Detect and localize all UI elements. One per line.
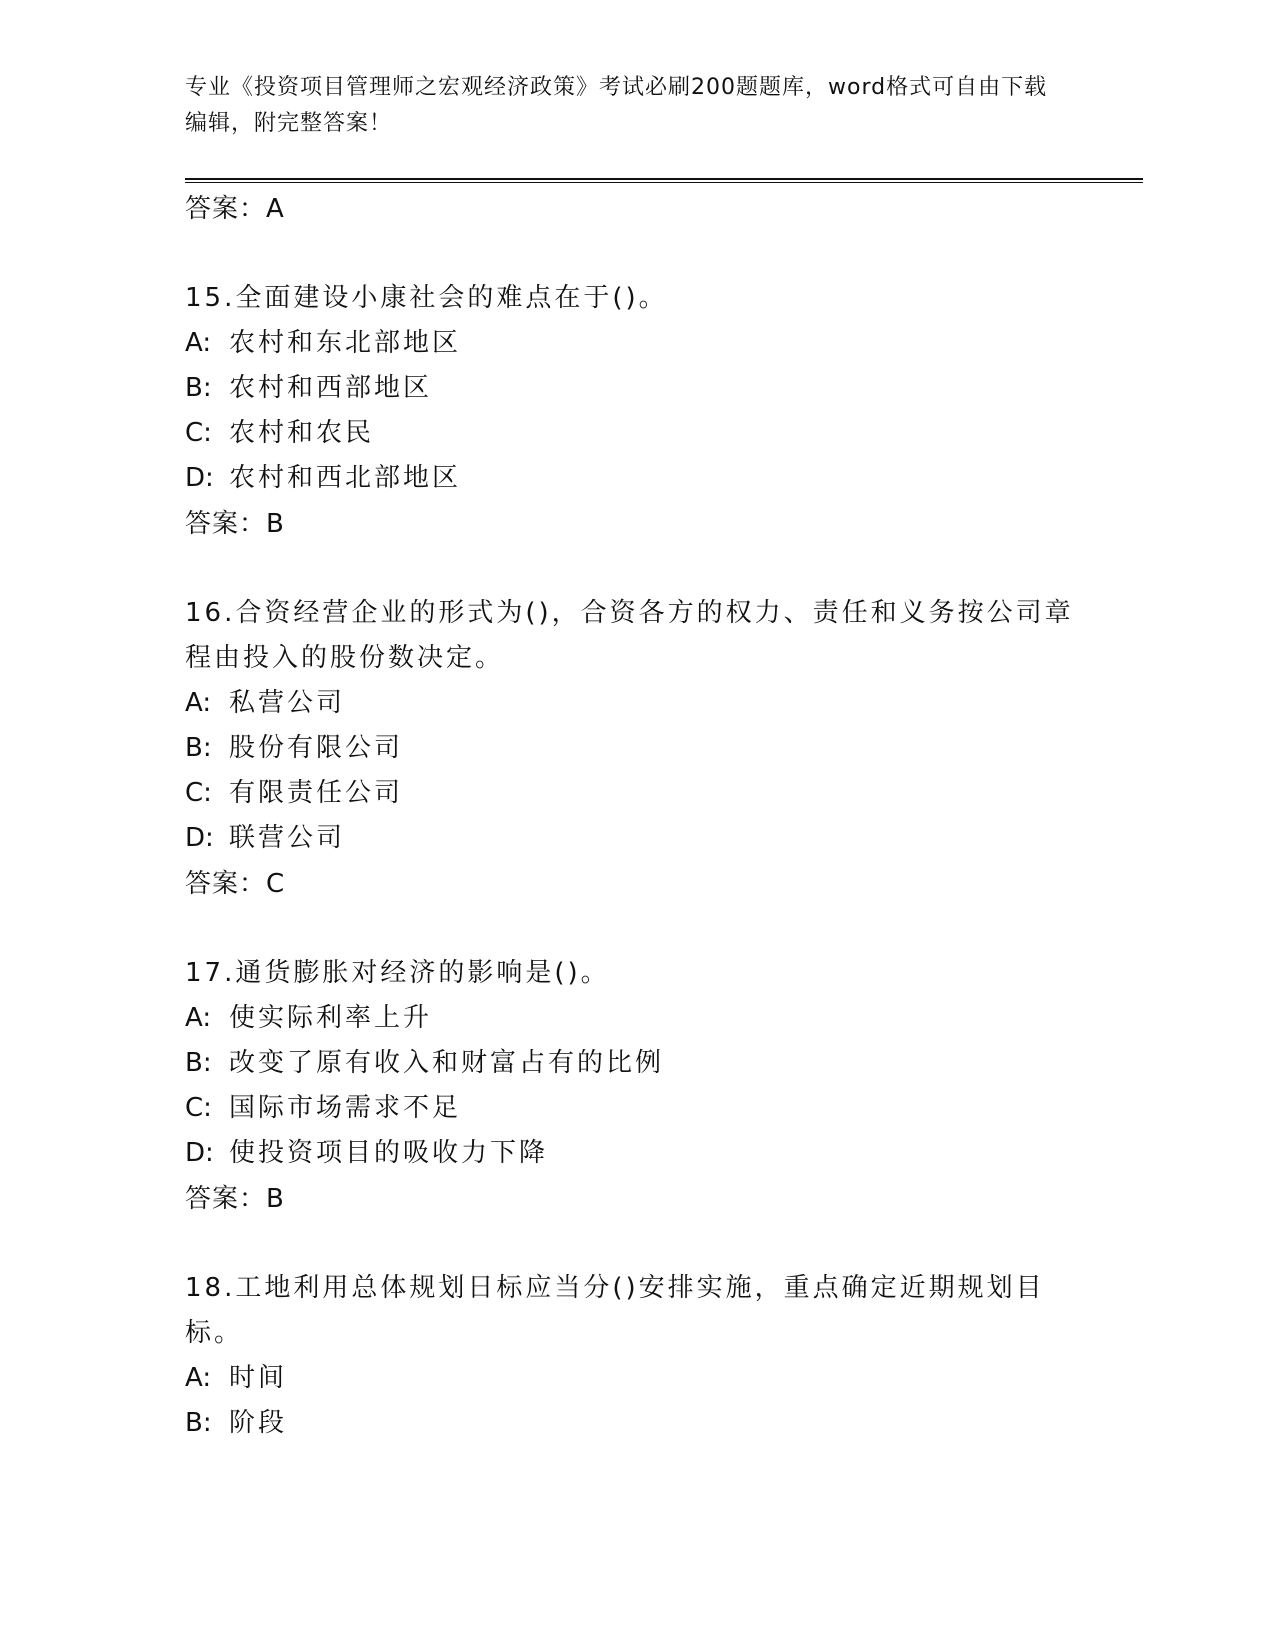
- question-text: 18.工地利用总体规划日标应当分()安排实施，重点确定近期规划目标。: [185, 1273, 1045, 1348]
- option-text: 农村和东北部地区: [229, 328, 462, 358]
- option-key: B:: [185, 1408, 212, 1438]
- question-15: [185, 276, 1085, 547]
- answer-line: 答案：B: [185, 509, 285, 539]
- question-17: [185, 951, 1085, 1222]
- option-text: 使实际利率上升: [229, 1003, 433, 1033]
- option-key: D:: [185, 1138, 214, 1168]
- option-c: [185, 771, 1085, 816]
- option-key: A:: [185, 1363, 212, 1393]
- option-key: C:: [185, 778, 212, 808]
- option-a: [185, 1356, 1085, 1401]
- question-text: 16.合资经营企业的形式为()，合资各方的权力、责任和义务按公司章程由投入的股份数决定。: [185, 598, 1074, 673]
- option-b: [185, 1401, 1085, 1446]
- question-text: 15.全面建设小康社会的难点在于()。: [185, 283, 668, 313]
- option-a: [185, 321, 1085, 366]
- option-text: 私营公司: [229, 688, 346, 718]
- header-divider: [185, 178, 1143, 183]
- option-text: 使投资项目的吸收力下降: [229, 1138, 549, 1168]
- option-text: 国际市场需求不足: [229, 1093, 462, 1123]
- option-key: B:: [185, 1048, 212, 1078]
- option-b: [185, 1041, 1085, 1086]
- option-text: 农村和西部地区: [229, 373, 433, 403]
- option-d: [185, 816, 1085, 861]
- question-16: [185, 591, 1085, 907]
- option-d: [185, 456, 1085, 501]
- option-key: B:: [185, 733, 212, 763]
- option-text: 阶段: [229, 1408, 288, 1438]
- question-text: 17.通货膨胀对经济的影响是()。: [185, 958, 610, 988]
- option-text: 时间: [229, 1363, 288, 1393]
- option-key: D:: [185, 823, 214, 853]
- question-list: [185, 186, 1085, 1446]
- option-text: 股份有限公司: [229, 733, 404, 763]
- option-d: [185, 1131, 1085, 1176]
- answer-line: 答案：B: [185, 1184, 285, 1214]
- option-a: [185, 681, 1085, 726]
- option-key: B:: [185, 373, 212, 403]
- option-b: [185, 366, 1085, 411]
- option-c: [185, 411, 1085, 456]
- option-key: A:: [185, 1003, 212, 1033]
- answer-line: 答案：C: [185, 869, 286, 899]
- option-key: C:: [185, 418, 212, 448]
- option-text: 改变了原有收入和财富占有的比例: [229, 1048, 665, 1078]
- option-text: 有限责任公司: [229, 778, 404, 808]
- option-text: 农村和农民: [229, 418, 375, 448]
- document-intro: 专业《投资项目管理师之宏观经济政策》考试必刷200题题库，word格式可自由下载编辑，附完整答案！: [185, 75, 1048, 136]
- option-text: 联营公司: [229, 823, 346, 853]
- option-c: [185, 1086, 1085, 1131]
- option-b: [185, 726, 1085, 771]
- option-a: [185, 996, 1085, 1041]
- question-18: [185, 1266, 1085, 1446]
- option-key: D:: [185, 463, 214, 493]
- option-text: 农村和西北部地区: [229, 463, 462, 493]
- previous-answer: 答案：A: [185, 194, 285, 224]
- option-key: A:: [185, 328, 212, 358]
- option-key: A:: [185, 688, 212, 718]
- option-key: C:: [185, 1093, 212, 1123]
